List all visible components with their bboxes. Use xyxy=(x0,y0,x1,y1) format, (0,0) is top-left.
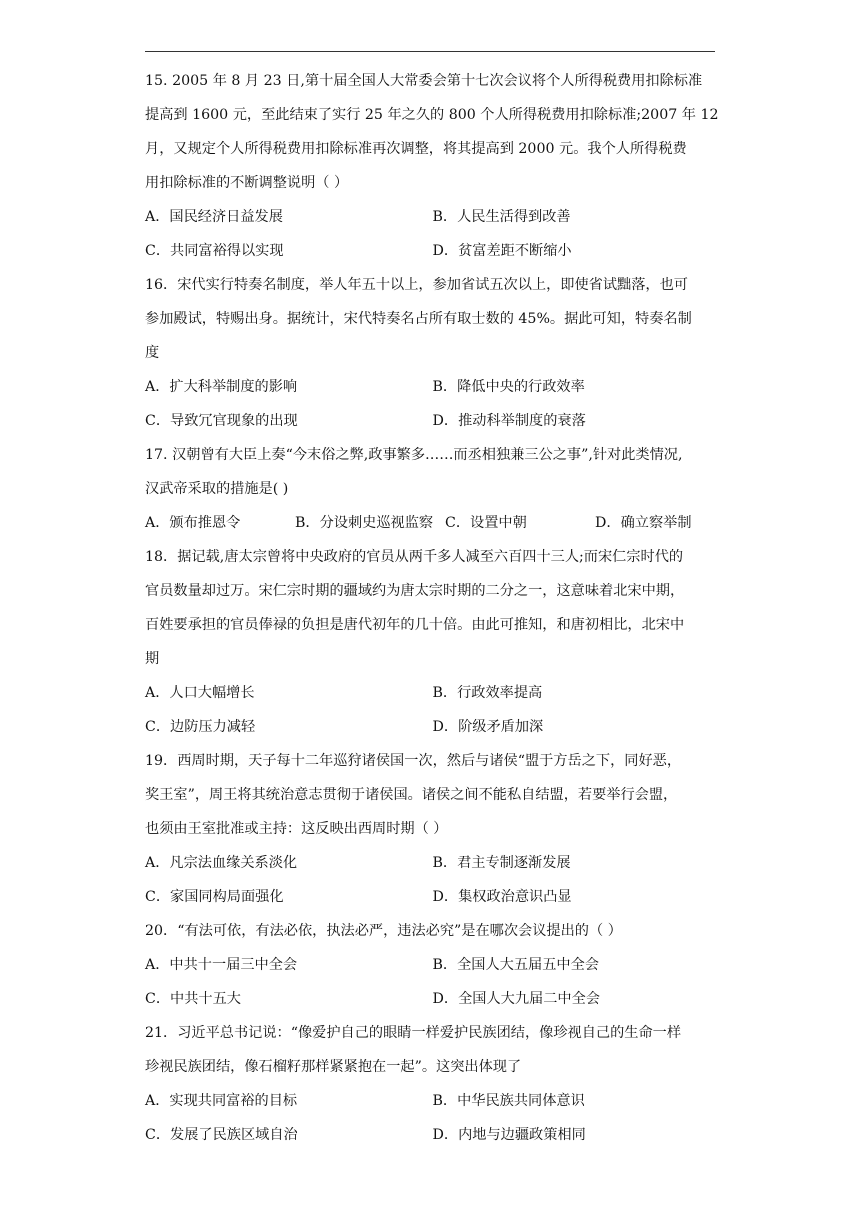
options-row xyxy=(145,1084,720,1118)
options-row xyxy=(145,880,720,914)
option-a[interactable]: A．国民经济日益发展 xyxy=(145,209,283,225)
question-text-line: 20．“有法可依，有法必依，执法必严，违法必究”是在哪次会议提出的（ ） xyxy=(145,923,622,939)
question-text-line: 15. 2005 年 8 月 23 日,第十届全国人大常委会第十七次会议将个人所得税费用扣除标准 xyxy=(145,73,703,89)
header-rule xyxy=(145,51,715,52)
option-b[interactable]: B．降低中央的行政效率 xyxy=(432,379,585,395)
question-text-line: 月，又规定个人所得税费用扣除标准再次调整，将其提高到 2000 元。我个人所得税费 xyxy=(145,141,687,157)
question-text-line: 珍视民族团结，像石榴籽那样紧紧抱在一起”。这突出体现了 xyxy=(145,1059,522,1075)
question-text-line: 16．宋代实行特奏名制度，举人年五十以上，参加省试五次以上，即使省试黜落，也可 xyxy=(145,277,688,293)
option-a[interactable]: A．扩大科举制度的影响 xyxy=(145,379,298,395)
question-21 xyxy=(145,1016,720,1152)
question-text-line: 也须由王室批准或主持：这反映出西周时期（ ） xyxy=(145,821,448,837)
options-row xyxy=(145,370,720,404)
option-a[interactable]: A．人口大幅增长 xyxy=(145,685,255,701)
option-d[interactable]: D．集权政治意识凸显 xyxy=(432,889,572,905)
question-text-line: 19．西周时期，天子每十二年巡狩诸侯国一次，然后与诸侯“盟于方岳之下，同好恶， xyxy=(145,753,682,769)
options-row xyxy=(145,234,720,268)
question-text-line: 17. 汉朝曾有大臣上奏“今末俗之弊,政事繁多……而丞相独兼三公之事”,针对此类情况, xyxy=(145,447,683,463)
option-b[interactable]: B．君主专制逐渐发展 xyxy=(432,855,571,871)
question-text-line: 参加殿试，特赐出身。据统计，宋代特奏名占所有取士数的 45%。据此可知，特奏名制 xyxy=(145,311,692,327)
options-row xyxy=(145,1118,720,1152)
option-b[interactable]: B．分设刺史巡视监察 xyxy=(295,515,434,531)
question-text-line: 21．习近平总书记说：“像爱护自己的眼睛一样爱护民族团结，像珍视自己的生命一样 xyxy=(145,1025,682,1041)
option-c[interactable]: C．设置中朝 xyxy=(445,515,527,531)
option-c[interactable]: C．家国同构局面强化 xyxy=(145,889,284,905)
options-row xyxy=(145,948,720,982)
options-row xyxy=(145,676,720,710)
option-c[interactable]: C．共同富裕得以实现 xyxy=(145,243,284,259)
option-d[interactable]: D．贫富差距不断缩小 xyxy=(432,243,572,259)
option-a[interactable]: A．颁布推恩令 xyxy=(145,515,241,531)
option-d[interactable]: D．全国人大九届二中全会 xyxy=(432,991,600,1007)
question-text-line: 期 xyxy=(145,651,160,667)
option-c[interactable]: C．导致冗官现象的出现 xyxy=(145,413,298,429)
option-a[interactable]: A．实现共同富裕的目标 xyxy=(145,1093,298,1109)
option-c[interactable]: C．发展了民族区域自治 xyxy=(145,1127,298,1143)
question-text-line: 提高到 1600 元，至此结束了实行 25 年之久的 800 个人所得税费用扣除标准;2007 年 12 xyxy=(145,107,719,123)
question-text-line: 汉武帝采取的措施是( ) xyxy=(145,481,289,497)
question-text-line: 度 xyxy=(145,345,160,361)
option-b[interactable]: B．人民生活得到改善 xyxy=(432,209,571,225)
question-20 xyxy=(145,914,720,1016)
options-row xyxy=(145,846,720,880)
question-list xyxy=(145,64,720,1152)
option-b[interactable]: B．全国人大五届五中全会 xyxy=(432,957,599,973)
option-d[interactable]: D．内地与边疆政策相同 xyxy=(432,1127,586,1143)
question-text-line: 18．据记载,唐太宗曾将中央政府的官员从两千多人减至六百四十三人;而宋仁宗时代的 xyxy=(145,549,684,565)
option-d[interactable]: D．确立察举制 xyxy=(595,515,692,531)
question-text-line: 用扣除标准的不断调整说明（ ） xyxy=(145,175,349,191)
option-b[interactable]: B．行政效率提高 xyxy=(432,685,543,701)
options-row xyxy=(145,982,720,1016)
options-row xyxy=(145,506,720,540)
question-text-line: 官员数量却过万。宋仁宗时期的疆域约为唐太宗时期的二分之一，这意味着北宋中期， xyxy=(145,583,685,599)
question-16 xyxy=(145,268,720,438)
question-text-line: 百姓要承担的官员俸禄的负担是唐代初年的几十倍。由此可推知，和唐初相比，北宋中 xyxy=(145,617,685,633)
option-d[interactable]: D．阶级矛盾加深 xyxy=(432,719,544,735)
question-text-line: 奖王室”，周王将其统治意志贯彻于诸侯国。诸侯之间不能私自结盟，若要举行会盟， xyxy=(145,787,678,803)
question-18 xyxy=(145,540,720,744)
options-row xyxy=(145,710,720,744)
option-d[interactable]: D．推动科举制度的衰落 xyxy=(432,413,586,429)
question-15 xyxy=(145,64,720,268)
question-17 xyxy=(145,438,720,540)
option-a[interactable]: A．中共十一届三中全会 xyxy=(145,957,298,973)
option-a[interactable]: A．凡宗法血缘关系淡化 xyxy=(145,855,298,871)
question-19 xyxy=(145,744,720,914)
option-c[interactable]: C．中共十五大 xyxy=(145,991,241,1007)
option-c[interactable]: C．边防压力减轻 xyxy=(145,719,256,735)
options-row xyxy=(145,200,720,234)
option-b[interactable]: B．中华民族共同体意识 xyxy=(432,1093,585,1109)
options-row xyxy=(145,404,720,438)
